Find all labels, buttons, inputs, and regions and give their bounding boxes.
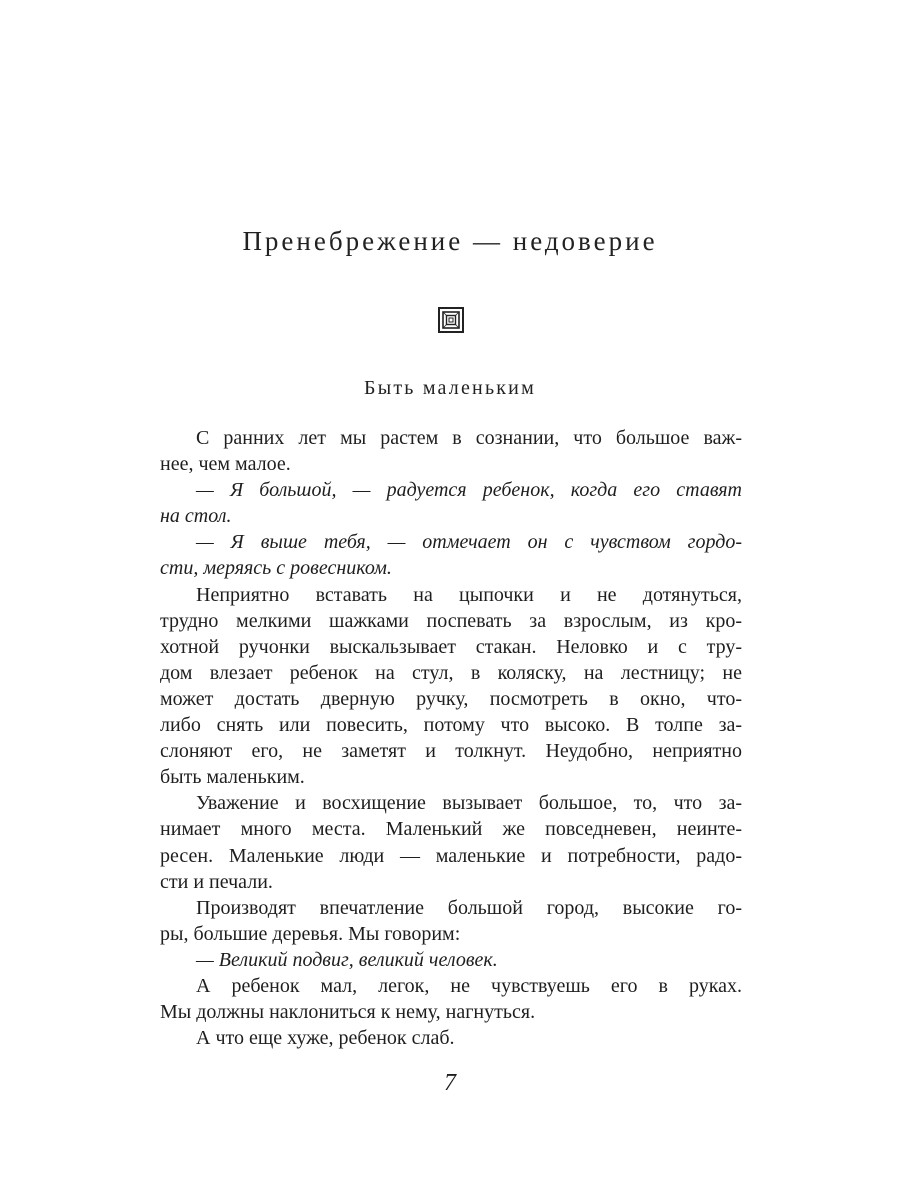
text-line: нее, чем малое. [160, 453, 291, 476]
text-line: трудно мелкими шажками поспевать за взрослым, из кро- [160, 609, 742, 632]
text-line: сти и печали. [160, 870, 273, 893]
text-line: Производят впечатление большой город, высокие го- [196, 896, 742, 919]
text-line: быть маленьким. [160, 766, 305, 789]
text-line: Неприятно вставать на цыпочки и не дотянуться, [196, 583, 742, 606]
text-line: Мы должны наклониться к нему, нагнуться. [160, 1001, 536, 1024]
text-line: А что еще хуже, ребенок слаб. [196, 1027, 455, 1050]
text-line: — Я большой, — радуется ребенок, когда его ставят [196, 479, 742, 502]
text-line: может достать дверную ручку, посмотреть в окно, что- [160, 687, 742, 710]
concentric-squares-ornament-icon [438, 307, 464, 333]
text-line: нимает много места. Маленький же повседневен, неинте- [160, 818, 742, 841]
text-line: — Великий подвиг, великий человек. [196, 948, 498, 971]
text-line: хотной ручонки выскальзывает стакан. Неловко и с тру- [160, 635, 742, 658]
text-line: Уважение и восхищение вызывает большое, то, что за- [196, 792, 742, 815]
text-line: ры, большие деревья. Мы говорим: [160, 922, 461, 945]
text-line: ресен. Маленькие люди — маленькие и потребности, радо- [160, 844, 742, 867]
text-line: сти, меряясь с ровесником. [160, 557, 392, 580]
text-line: на стол. [160, 505, 232, 528]
page-number: 7 [444, 1070, 456, 1096]
text-line: либо снять или повесить, потому что высоко. В толпе за- [160, 714, 742, 737]
section-title: Быть маленьким [364, 377, 536, 399]
text-line: — Я выше тебя, — отмечает он с чувством гордо- [196, 531, 742, 554]
text-line: А ребенок мал, легок, не чувствуешь его в руках. [196, 974, 742, 997]
chapter-title: Пренебрежение — недоверие [242, 226, 658, 256]
text-line: слоняют его, не заметят и толкнут. Неудобно, неприятно [160, 740, 742, 763]
text-line: С ранних лет мы растем в сознании, что большое важ- [196, 427, 742, 449]
text-line: дом влезает ребенок на стул, в коляску, на лестницу; не [160, 661, 742, 684]
body-text [160, 425, 742, 1051]
